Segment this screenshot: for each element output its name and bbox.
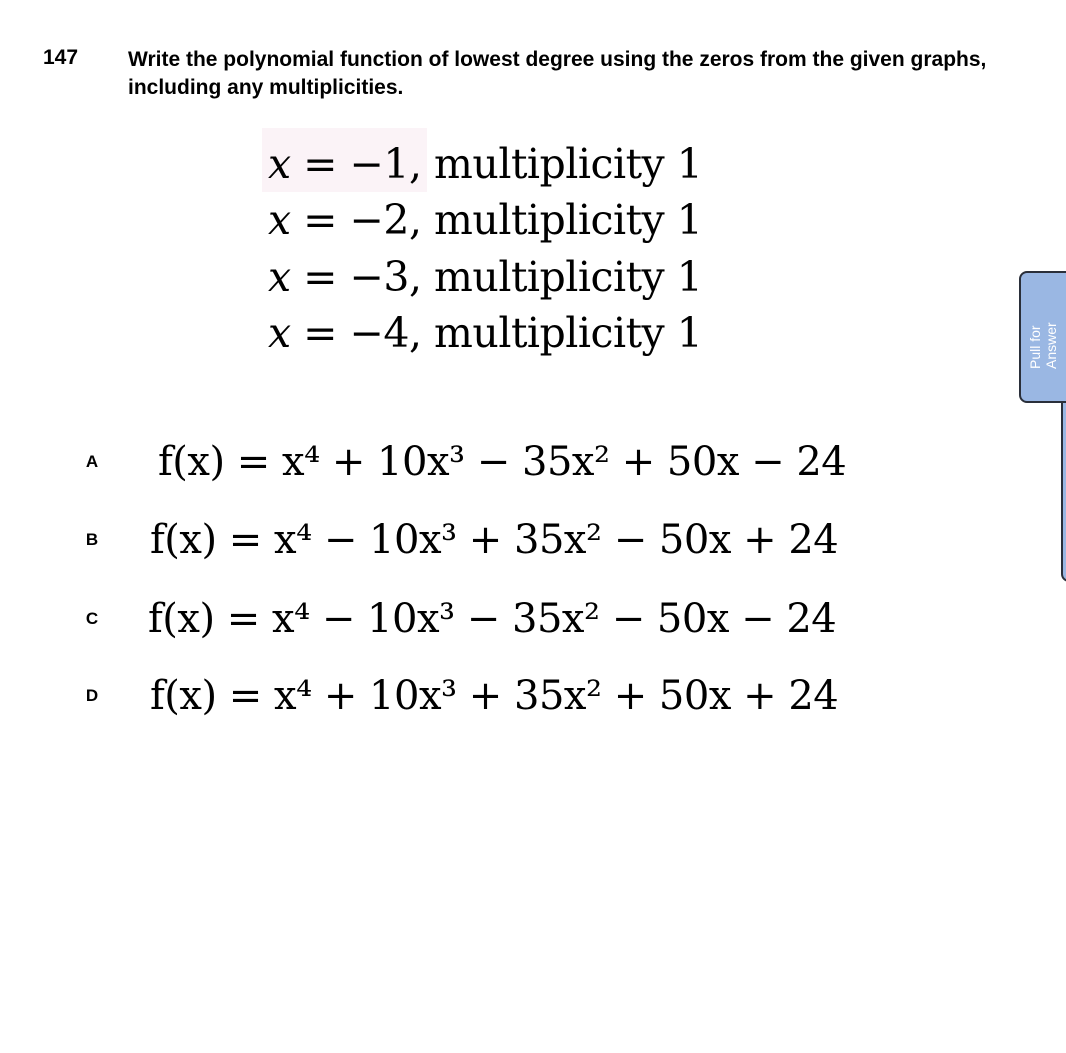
answer-choice-c[interactable] [0, 593, 1000, 653]
pull-tab-label-line-2: Answer [1043, 322, 1059, 369]
question-number: 147 [43, 46, 79, 69]
choice-equation-b: f(x) = x⁴ − 10x³ + 35x² − 50x + 24 [150, 517, 839, 563]
choice-letter-a: A [85, 452, 99, 471]
question-prompt-line-2: including any multiplicities. [128, 76, 404, 99]
zero-line-2: x = −2, multiplicity 1 [268, 196, 703, 244]
choice-letter-c: C [85, 609, 99, 628]
zero-line-1: x = −1, multiplicity 1 [268, 140, 703, 188]
answer-drawer[interactable] [1061, 380, 1066, 582]
zero-line-3: x = −3, multiplicity 1 [268, 253, 703, 301]
question-prompt-line-1: Write the polynomial function of lowest degree using the zeros from the given graphs, [128, 48, 987, 71]
choice-letter-d: D [85, 686, 99, 705]
question-prompt [128, 46, 1058, 102]
answer-choice-b[interactable] [0, 514, 1000, 574]
choice-equation-a: f(x) = x⁴ + 10x³ − 35x² + 50x − 24 [158, 439, 847, 485]
pull-tab-label [1027, 279, 1059, 369]
answer-choice-d[interactable] [0, 670, 1000, 730]
pull-tab-label-line-1: Pull for [1027, 325, 1043, 369]
choice-equation-d: f(x) = x⁴ + 10x³ + 35x² + 50x + 24 [150, 673, 839, 719]
choice-letter-b: B [85, 530, 99, 549]
zero-line-4: x = −4, multiplicity 1 [268, 309, 703, 357]
choice-equation-c: f(x) = x⁴ − 10x³ − 35x² − 50x − 24 [148, 596, 837, 642]
pull-for-answer-tab[interactable] [1019, 271, 1066, 403]
answer-choice-a[interactable] [0, 436, 1000, 496]
zeros-panel [262, 128, 732, 368]
